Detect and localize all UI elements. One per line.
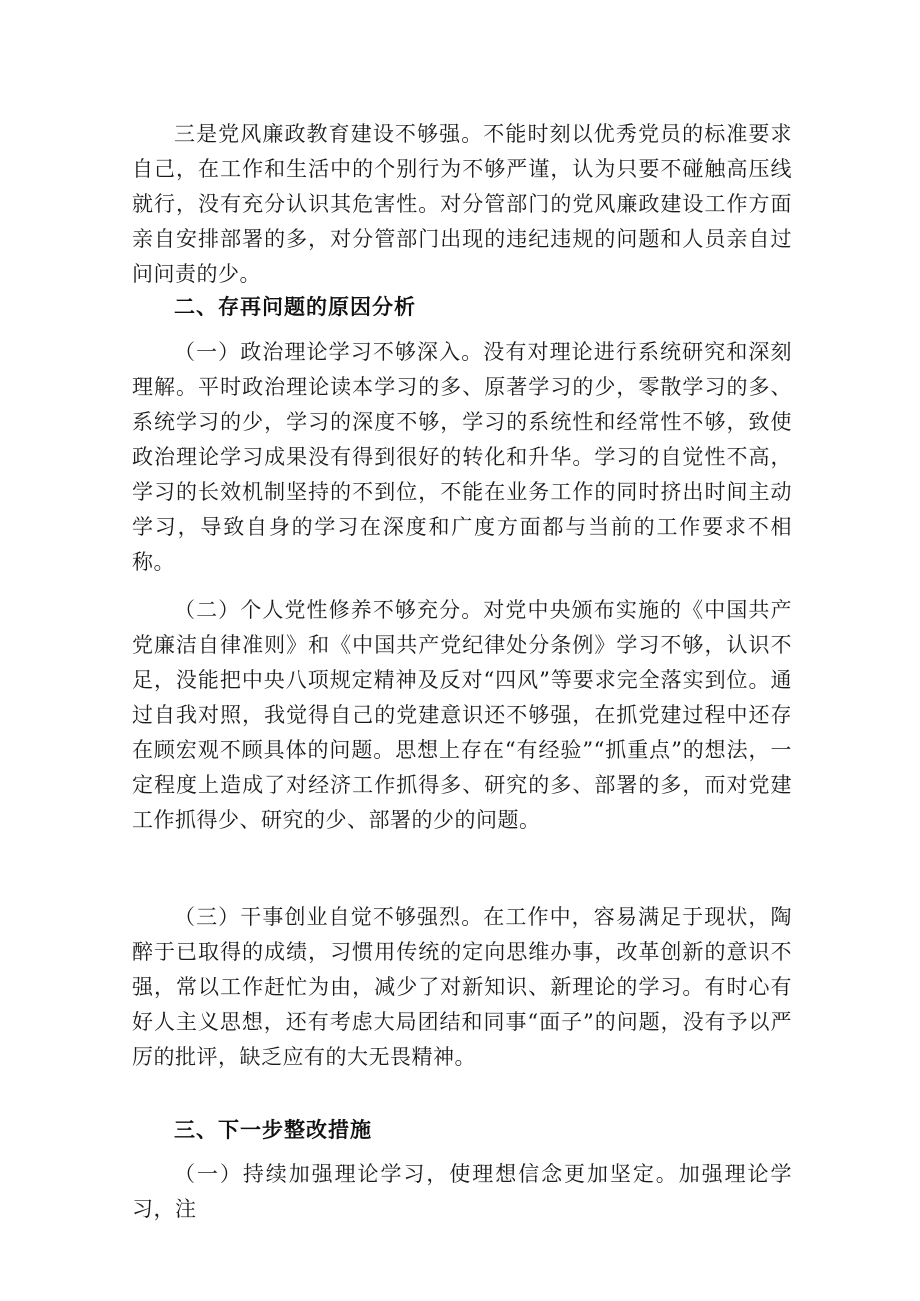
body-paragraph: （三）干事创业自觉不够强烈。在工作中，容易满足于现状，陶醉于已取得的成绩，习惯用传统的定向思维办事，改革创新的意识不强，常以工作赶忙为由，减少了对新知识、新理论的学习。有时心有好人主义思想，还有考虑大局团结和同事“面子”的问题，没有予以严厉的批评，缺乏应有的大无畏精神。	[132, 905, 792, 1069]
body-paragraph: （一）政治理论学习不够深入。没有对理论进行系统研究和深刻理解。平时政治理论读本学习的多、原著学习的少，零散学习的多、系统学习的少，学习的深度不够，学习的系统性和经常性不够，致使政治理论学习成果没有得到很好的转化和升华。学习的自觉性不高，学习的长效机制坚持的不到位，不能在业务工作的同时挤出时间主动学习，导致自身的学习在深度和广度方面都与当前的工作要求不相称。	[132, 340, 792, 574]
body-paragraph: （二）个人党性修养不够充分。对党中央颁布实施的《中国共产党廉洁自律准则》和《中国共产党纪律处分条例》学习不够，认识不足，没能把中央八项规定精神及反对“四风”等要求完全落实到位。通过自我对照，我觉得自己的党建意识还不够强，在抓党建过程中还存在顾宏观不顾具体的问题。思想上存在“有经验”“抓重点”的想法，一定程度上造成了对经济工作抓得多、研究的多、部署的多，而对党建工作抓得少、研究的少、部署的少的问题。	[132, 598, 792, 832]
body-paragraph: 三是党风廉政教育建设不够强。不能时刻以优秀党员的标准要求自己，在工作和生活中的个别行为不够严谨，认为只要不碰触高压线就行，没有充分认识其危害性。对分管部门的党风廉政建设工作方面亲自安排部署的多，对分管部门出现的违纪违规的问题和人员亲自过问问责的少。	[132, 122, 792, 286]
section-heading-causes: 二、存再问题的原因分析	[174, 295, 416, 319]
body-paragraph: （一）持续加强理论学习，使理想信念更加坚定。加强理论学习，注	[132, 1162, 792, 1221]
section-heading-measures: 三、下一步整改措施	[174, 1118, 372, 1142]
